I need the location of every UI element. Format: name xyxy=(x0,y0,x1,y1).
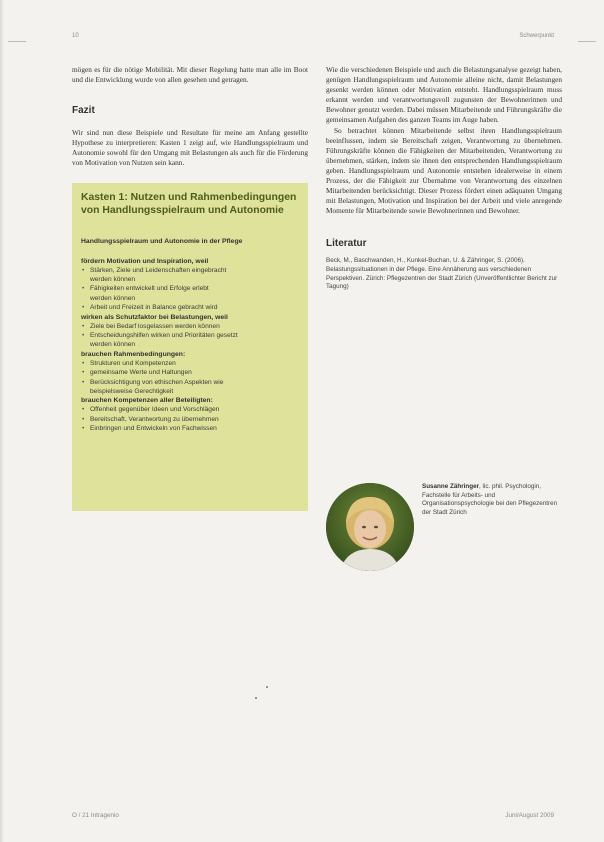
literatur-reference: Beck, M., Baschwanden, H., Kunkel-Buchan, U. & Zähringer, S. (2006). Belastungssituationen in der Pflege. Eine Annäherung aus verschiedenen Perspektiven. Zürich: Pflegezentren der Stadt Zürich (Unveröffentlichter Bericht zur Tagung) xyxy=(326,257,558,291)
info-box-list-item xyxy=(81,415,299,424)
info-box xyxy=(72,183,308,511)
info-box-list-item-text: werden können xyxy=(90,294,136,302)
page-header xyxy=(72,33,554,43)
paragraph-1: Wie die verschiedenen Beispiele und auch die Belastungsanalyse gezeigt haben, genügen Handlungsspielraum und Autonomie alleine nicht, damit Belastungen gesenkt werden können oder Motivation entsteht. Handlungsspielraum muss erkannt werden und verantwortungsvoll zugunsten der Bewohnerinnen und Bewohner genutzt werden. Dabei müssen Mitarbeitende und Führungskräfte die gemeinsamen Aufgaben des ganzen Teams im Auge haben. xyxy=(326,65,562,125)
info-box-list xyxy=(81,322,299,350)
page-edge xyxy=(0,0,4,842)
info-box-section-heading: fördern Motivation und Inspiration, weil xyxy=(81,257,209,265)
info-box-list-item-text: werden können xyxy=(90,341,136,349)
info-box-list-item-text: • Bereitschaft, Verantwortung zu übernehmen xyxy=(90,415,219,423)
info-box-list-item xyxy=(81,284,299,303)
info-box-list-item xyxy=(81,359,299,368)
author-block xyxy=(326,483,562,573)
info-box-list-item-text: • Ziele bei Bedarf losgelassen werden können xyxy=(90,322,220,330)
info-box-list-item-text: beispielsweise Gerechtigkeit xyxy=(90,388,174,396)
page-number: 10 xyxy=(72,33,79,39)
info-box-list-item xyxy=(81,368,299,377)
info-box-list-item xyxy=(81,405,299,414)
footer-publication: O / 21 Intragenio xyxy=(72,812,119,819)
info-box-sections xyxy=(81,257,299,434)
speck xyxy=(255,697,257,699)
author-portrait-icon xyxy=(326,483,414,571)
info-box-list-item xyxy=(81,378,299,397)
info-box-list-item xyxy=(81,266,299,285)
author-name: Susanne Zähringer xyxy=(422,483,480,490)
footer-issue: Juni/August 2009 xyxy=(505,812,554,819)
author-bio: Susanne Zähringer, lic. phil. Psychologin, Fachstelle für Arbeits- und Organisationspsychologie bei den Pflegezentren der Stadt Zürich xyxy=(422,483,558,516)
info-box-list xyxy=(81,359,299,397)
fazit-paragraph: Wir sind nun diese Beispiele und Resultate für meine am Anfang gestellte Hypothese zu interpretieren: Kasten 1 zeigt auf, wie Handlungsspielraum und Autonomie sowohl für den Umgang mit Belastungen als auch für die Förderung von Motivation von Nutzen sein kann. xyxy=(72,128,308,168)
info-box-list-item-text: • gemeinsame Werte und Haltungen xyxy=(90,369,192,377)
info-box-list-item-text: • Einbringen und Entwickeln von Fachwissen xyxy=(90,425,217,433)
info-box-list-item-text: • Fähigkeiten entwickelt und Erfolge erlebt xyxy=(90,285,209,293)
fazit-heading: Fazit xyxy=(72,105,95,117)
left-column xyxy=(72,65,308,511)
info-box-list-item-text: werden können xyxy=(90,275,136,283)
info-box-list-item-text: • Entscheidungshilfen wirken und Prioritäten gesetzt xyxy=(90,332,238,339)
info-box-list-item-text: • Strukturen und Kompetenzen xyxy=(90,359,176,367)
info-box-section-heading: wirken als Schutzfaktor bei Belastungen, weil xyxy=(81,313,228,321)
info-box-title: Kasten 1: Nutzen und Rahmenbedingungen von Handlungsspielraum und Autonomie xyxy=(81,191,297,217)
info-box-list-item-text: • Offenheit gegenüber Ideen und Vorschlägen xyxy=(90,406,220,414)
info-box-list-item-text: • Arbeit und Freizeit in Balance gebracht wird xyxy=(90,304,218,312)
info-box-list-item xyxy=(81,322,299,331)
section-label: Schwerpunkt xyxy=(519,33,554,39)
info-box-list-item-text: • Berücksichtigung von ethischen Aspekten wie xyxy=(90,378,224,386)
literatur-heading: Literatur xyxy=(326,238,367,250)
info-box-section-heading: brauchen Rahmenbedingungen: xyxy=(81,350,186,358)
crop-mark-right xyxy=(578,41,596,42)
crop-mark-left xyxy=(8,41,26,42)
info-box-list-item xyxy=(81,424,299,433)
author-description: lic. phil. Psychologin, Fachstelle für Arbeits- und Organisationspsychologie bei den Pflegezentren der Stadt Zürich xyxy=(422,483,558,516)
info-box-section-heading: brauchen Kompetenzen aller Beteiligten: xyxy=(81,397,213,405)
intro-paragraph: mögen es für die nötige Mobilität. Mit dieser Regelung hatte man alle im Boot und die Entwicklung wurde von allen gesehen und getragen. xyxy=(72,65,308,85)
info-box-list-item xyxy=(81,303,299,312)
info-box-list-item xyxy=(81,331,299,350)
info-box-list xyxy=(81,266,299,313)
author-photo xyxy=(326,483,414,571)
info-box-list xyxy=(81,405,299,433)
info-box-list-item-text: • Stärken, Ziele und Leidenschaften eingebracht xyxy=(90,266,227,274)
info-box-subtitle: Handlungsspielraum und Autonomie in der Pflege xyxy=(81,237,243,245)
right-column xyxy=(326,65,562,292)
speck xyxy=(266,686,268,688)
paragraph-2: So betrachtet können Mitarbeitende selbst ihren Handlungsspielraum beeinflussen, indem sie Bereitschaft zeigen, Verantwortung zu übernehmen. Führungskräfte können die Fähigkeiten der Mitarbeitenden, Verantwortung zu übernehmen, stärken, indem sie ihnen den entsprechenden Handlungsspielraum geben. Handlungsspielraum und Autonomie entstehen idealerweise in einem Prozess, der die Fähigkeit zur Übernahme von Verantwortung des einzelnen Mitarbeitenden berücksichtigt. Dieser Prozess fördert einen adäquaten Umgang mit Belastungen, Motivation und Inspiration bei der Arbeit und viele anregende Momente für Mitarbeitende sowie Bewohnerinnen und Bewohner. xyxy=(326,125,562,216)
